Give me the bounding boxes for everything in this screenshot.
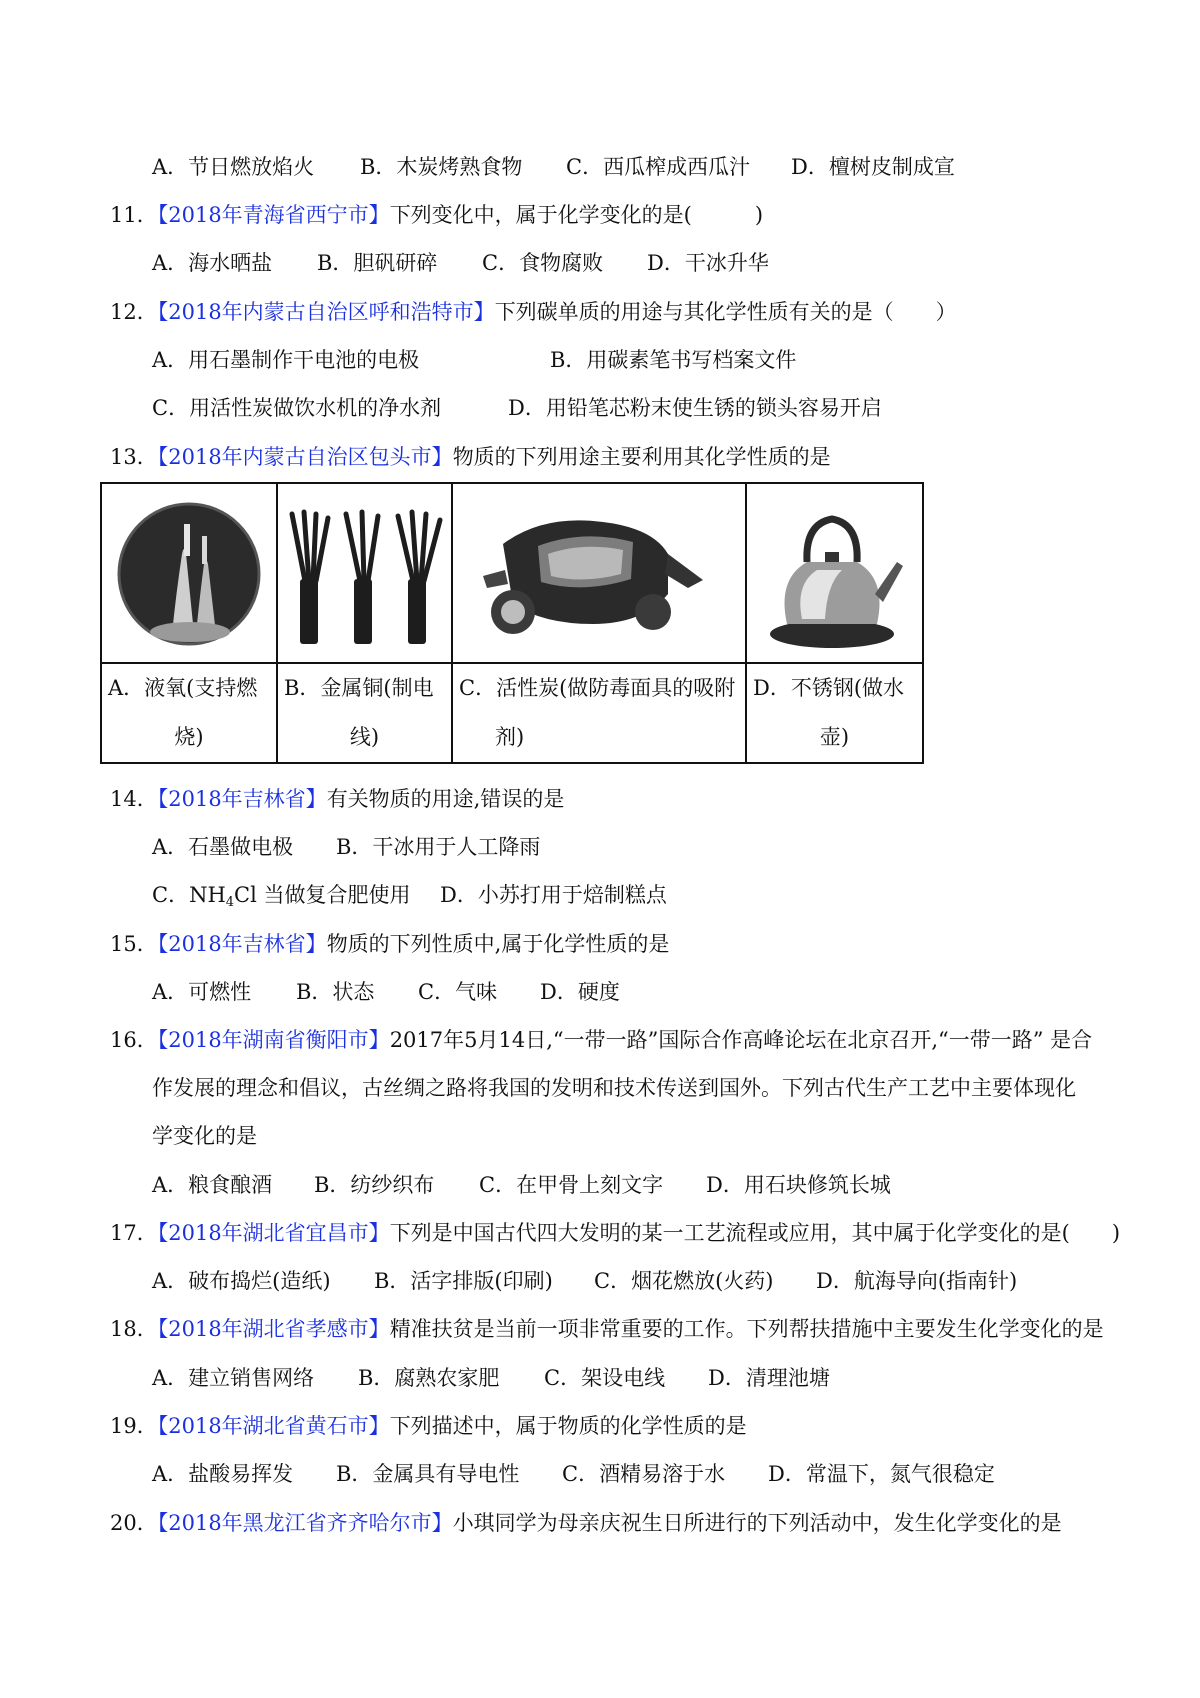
option-c: C．架设电线 [544,1366,666,1390]
caption-cell-a [101,663,277,763]
question-text: 精准扶贫是当前一项非常重要的工作。下列帮扶措施中主要发生化学变化的是 [389,1317,1104,1341]
option-a: A．用石墨制作干电池的电极 [152,348,420,372]
question-text: 物质的下列性质中,属于化学性质的是 [326,932,670,956]
question-number: 17． [110,1221,158,1245]
caption-line: D．不锈钢(做水 [753,676,905,700]
caption-line: 壶) [819,725,850,749]
question-number: 20． [110,1511,158,1535]
question-number: 13． [110,445,158,469]
subscript: 4 [225,895,235,910]
q14-options-row2 [152,880,667,918]
q14-stem [110,784,564,814]
question-text: 下列碳单质的用途与其化学性质有关的是（ ） [494,300,957,324]
caption-line: 剂) [495,725,525,749]
option-c: C．西瓜榨成西瓜汁 [566,155,751,179]
q12-options-row2 [152,393,882,423]
q10-options [152,152,955,182]
source-tag: 【2018年湖北省黄石市】 [157,1414,390,1438]
caption-line: B．金属铜(制电 [284,676,434,700]
q13-stem [110,442,831,472]
image-cell-c [452,483,746,663]
option-a: A．可燃性 [152,980,252,1004]
option-b: B．活字排版(印刷) [374,1269,553,1293]
option-c: C．用活性炭做饮水机的净水剂 [152,396,442,420]
question-number: 11． [110,203,158,227]
q15-stem [110,929,669,959]
option-c: C．烟花燃放(火药) [594,1269,774,1293]
q19-stem [110,1411,747,1441]
q12-options-row1 [152,345,796,375]
option-b: B．胆矾研碎 [317,251,438,275]
copper-wires-icon [278,484,451,662]
option-b: B．木炭烤熟食物 [360,155,523,179]
caption-line: A．液氧(支持燃 [108,676,258,700]
question-number: 19． [110,1414,158,1438]
option-a: A．粮食酿酒 [152,1173,273,1197]
question-text: 下列变化中，属于化学变化的是( ) [389,203,764,227]
option-d: D．清理池塘 [708,1366,830,1390]
source-tag: 【2018年湖北省孝感市】 [157,1317,390,1341]
option-a: A．节日燃放焰火 [152,155,315,179]
question-text-continued: 作发展的理念和倡议，古丝绸之路将我国的发明和技术传送到国外。下列古代生产工艺中主要体现化 [152,1076,1076,1100]
q19-options [152,1459,995,1489]
source-tag: 【2018年青海省西宁市】 [157,203,390,227]
q12-stem [110,297,957,327]
option-c: C．酒精易溶于水 [562,1462,726,1486]
gas-mask-icon [453,484,745,662]
question-text: 2017年5月14日,“一带一路”国际合作高峰论坛在北京召开,“一带一路” 是合 [389,1028,1093,1052]
question-number: 18． [110,1317,158,1341]
option-d: D．硬度 [540,980,620,1004]
question-text: 下列是中国古代四大发明的某一工艺流程或应用，其中属于化学变化的是( ) [389,1221,1121,1245]
image-cell-a [101,483,277,663]
option-b: B．干冰用于人工降雨 [336,835,541,859]
question-number: 12． [110,300,158,324]
question-number: 15． [110,932,158,956]
caption-line: 烧) [174,725,204,749]
question-text: 小琪同学为母亲庆祝生日所进行的下列活动中，发生化学变化的是 [452,1511,1062,1535]
option-d: D．干冰升华 [647,251,769,275]
option-c: C．在甲骨上刻文字 [479,1173,664,1197]
q11-stem [110,200,763,230]
option-a: A．破布捣烂(造纸) [152,1269,331,1293]
q16-stem [110,1025,1092,1055]
option-b: B．纺纱织布 [314,1173,435,1197]
caption-line: 线) [349,725,380,749]
option-d: D．檀树皮制成宣 [791,155,955,179]
option-b: B．状态 [296,980,375,1004]
question-text: 物质的下列用途主要利用其化学性质的是 [452,445,831,469]
question-text: 有关物质的用途,错误的是 [326,787,565,811]
source-tag: 【2018年湖南省衡阳市】 [157,1028,390,1052]
option-c: C．NH [152,883,226,907]
source-tag: 【2018年吉林省】 [157,787,327,811]
kettle-icon [747,484,922,662]
option-d: D．用铅笔芯粉末使生锈的锁头容易开启 [508,396,882,420]
source-tag: 【2018年黑龙江省齐齐哈尔市】 [157,1511,453,1535]
q17-stem [110,1218,1120,1248]
image-cell-d [746,483,923,663]
q15-options [152,977,620,1007]
q18-options [152,1363,830,1393]
option-b: B．用碳素笔书写档案文件 [550,348,797,372]
q20-stem [110,1508,1062,1538]
source-tag: 【2018年湖北省宜昌市】 [157,1221,390,1245]
option-d: D．小苏打用于焙制糕点 [440,883,667,907]
option-c: C．气味 [418,980,498,1004]
q13-option-table [100,482,924,764]
caption-cell-d [746,663,923,763]
question-number: 14． [110,787,158,811]
image-cell-b [277,483,452,663]
option-d: D．航海导向(指南针) [816,1269,1018,1293]
caption-cell-b [277,663,452,763]
source-tag: 【2018年内蒙古自治区呼和浩特市】 [157,300,495,324]
option-d: D．用石块修筑长城 [706,1173,891,1197]
option-d: D．常温下，氮气很稳定 [768,1462,995,1486]
q14-options-row1 [152,832,540,862]
option-c-rest: Cl 当做复合肥使用 [234,883,411,907]
q17-options [152,1266,1017,1296]
option-a: A．海水晒盐 [152,251,273,275]
source-tag: 【2018年内蒙古自治区包头市】 [157,445,453,469]
option-b: B．腐熟农家肥 [358,1366,500,1390]
source-tag: 【2018年吉林省】 [157,932,327,956]
question-number: 16． [110,1028,158,1052]
q16-options [152,1170,891,1200]
rocket-launch-icon [102,484,276,662]
question-text-continued: 学变化的是 [152,1124,257,1148]
option-c: C．食物腐败 [482,251,604,275]
caption-line: C．活性炭(做防毒面具的吸附 [459,676,736,700]
q11-options [152,248,769,278]
question-text: 下列描述中，属于物质的化学性质的是 [389,1414,747,1438]
option-a: A．盐酸易挥发 [152,1462,294,1486]
option-a: A．建立销售网络 [152,1366,315,1390]
caption-cell-c [452,663,746,763]
option-b: B．金属具有导电性 [336,1462,520,1486]
option-a: A．石墨做电极 [152,835,294,859]
q18-stem [110,1314,1104,1344]
